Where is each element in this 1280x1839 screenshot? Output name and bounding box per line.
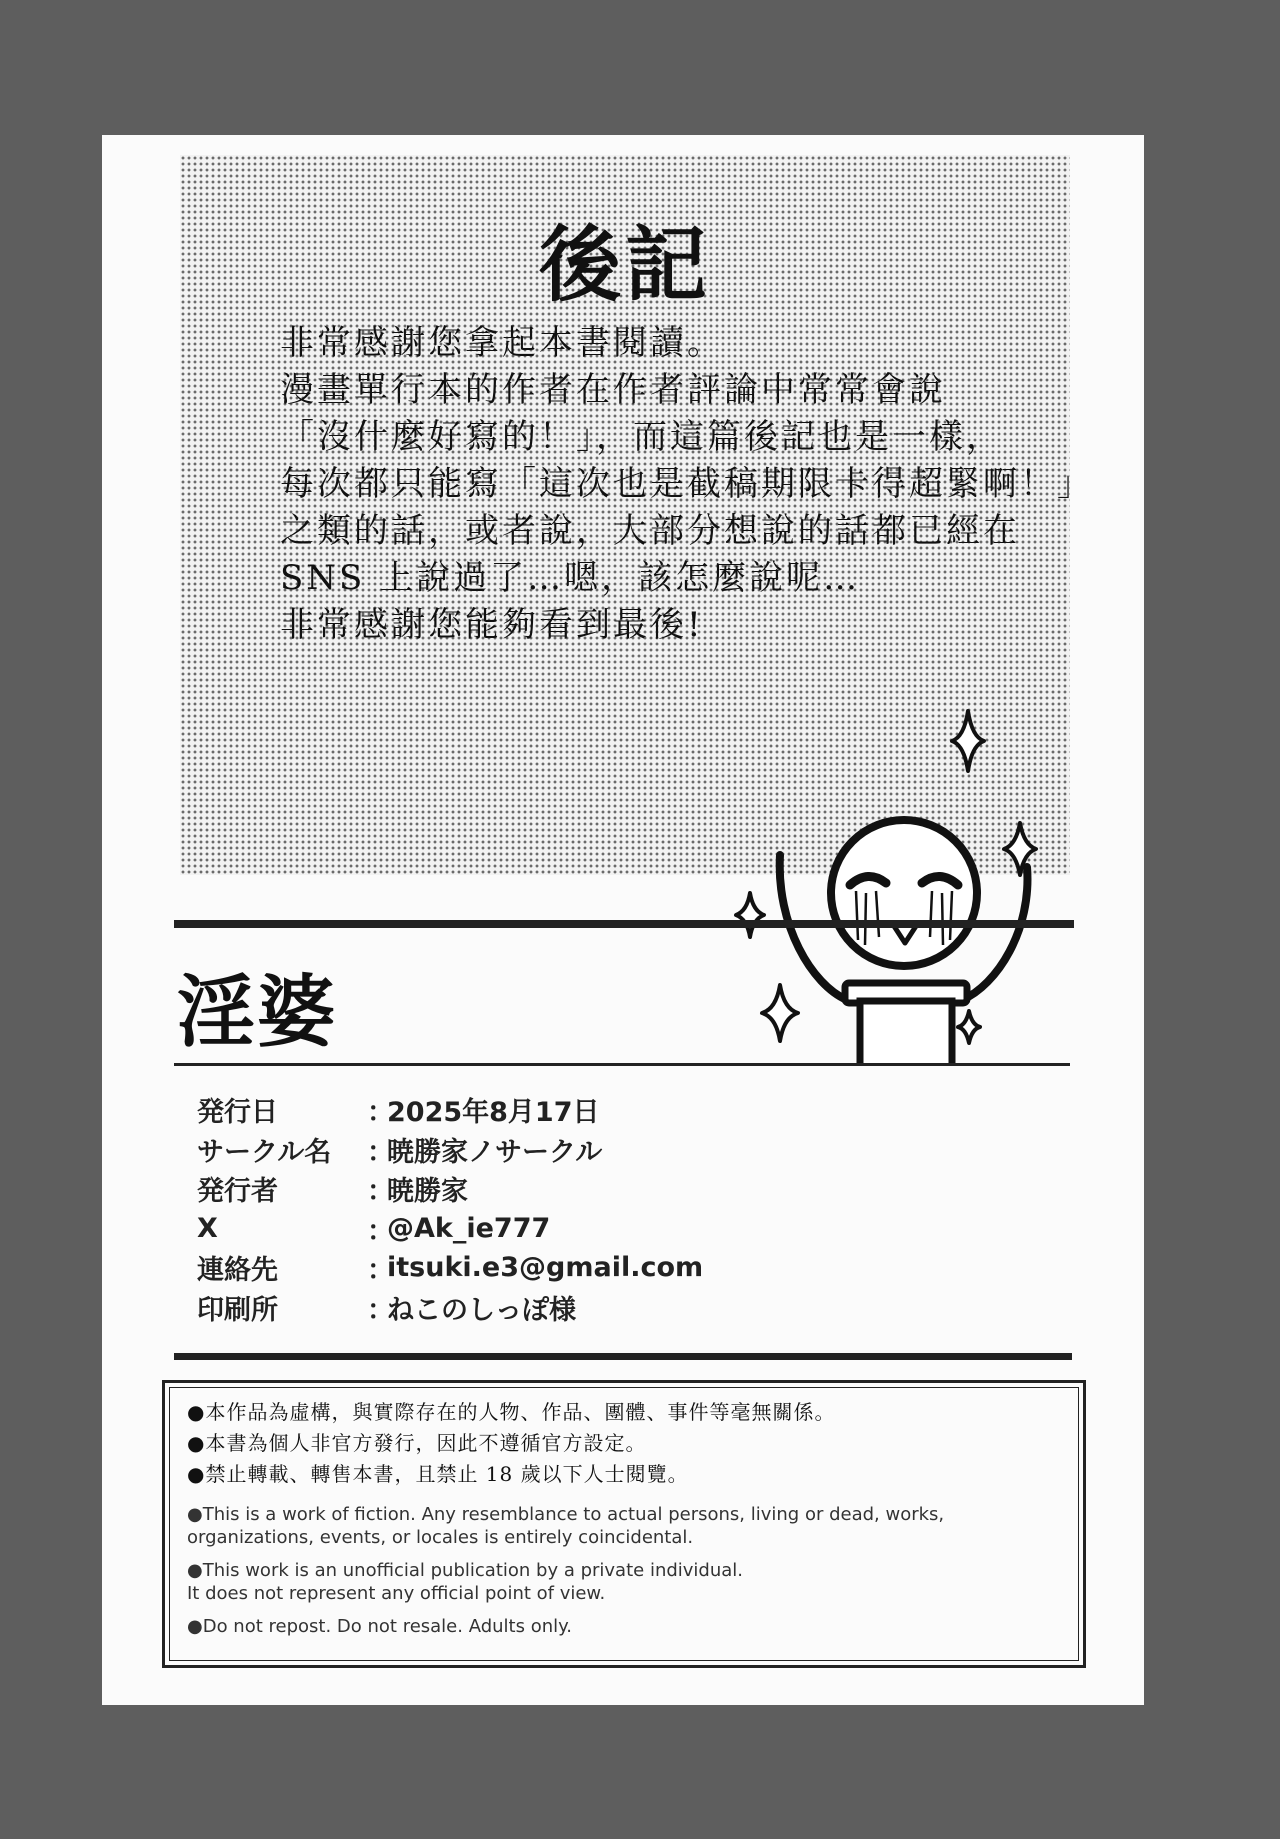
disclaimer-en-line: ●Do not repost. Do not resale. Adults only. xyxy=(187,1616,572,1637)
colophon-value: itsuki.e3@gmail.com xyxy=(387,1252,704,1284)
disclaimer-en-paragraph xyxy=(187,1559,944,1605)
colophon-key: サークル名 xyxy=(197,1136,332,1168)
disclaimer-en-line: organizations, events, or locales is entirely coincidental. xyxy=(187,1527,694,1548)
colophon-value: 2025年8月17日 xyxy=(387,1097,600,1129)
colophon-key: 発行者 xyxy=(197,1176,278,1208)
disclaimer-en-line: ●This is a work of fiction. Any resemblance to actual persons, living or dead, works, xyxy=(187,1504,945,1525)
book-page xyxy=(102,135,1144,1705)
disclaimer-en-paragraph xyxy=(187,1503,944,1549)
disclaimer-en-paragraph xyxy=(187,1615,944,1638)
colophon-separator: ： xyxy=(367,1176,394,1208)
disclaimer-en xyxy=(187,1503,944,1648)
colophon-table xyxy=(197,1090,703,1327)
colophon-row xyxy=(197,1090,703,1130)
afterword-line: 之類的話，或者說，大部分想說的話都已經在 xyxy=(280,511,1020,551)
colophon-row xyxy=(197,1209,703,1249)
colophon-key: 印刷所 xyxy=(197,1294,278,1326)
colophon-key: X xyxy=(197,1212,218,1244)
disclaimer-box xyxy=(162,1380,1086,1668)
disclaimer-zh xyxy=(187,1397,835,1490)
colophon-row xyxy=(197,1169,703,1209)
disclaimer-zh-line: ●本作品為虛構，與實際存在的人物、作品、團體、事件等毫無關係。 xyxy=(187,1400,836,1424)
afterword-title: 後記 xyxy=(538,217,711,313)
colophon-divider xyxy=(174,1353,1072,1360)
afterword-line: 非常感謝您能夠看到最後! xyxy=(280,605,704,645)
title-divider xyxy=(174,1063,1070,1066)
colophon-separator: ： xyxy=(367,1215,394,1247)
section-divider xyxy=(174,920,1074,928)
colophon-value: @Ak_ie777 xyxy=(387,1212,551,1244)
afterword-line: 「沒什麼好寫的！」，而這篇後記也是一樣， xyxy=(280,417,1003,457)
colophon-separator: ： xyxy=(367,1294,394,1326)
colophon-key: 連絡先 xyxy=(197,1255,278,1287)
colophon-value: ねこのしっぽ様 xyxy=(387,1294,576,1326)
colophon-row xyxy=(197,1288,703,1328)
afterword-line: 每次都只能寫「這次也是截稿期限卡得超緊啊！」 xyxy=(280,464,1094,504)
colophon-separator: ： xyxy=(367,1255,394,1287)
afterword-line: 非常感謝您拿起本書閱讀。 xyxy=(280,323,724,363)
disclaimer-en-line: ●This work is an unofficial publication by a private individual. xyxy=(187,1560,744,1581)
afterword-line: 漫畫單行本的作者在作者評論中常常會說 xyxy=(280,370,946,410)
colophon-value: 暁勝家ノサークル xyxy=(387,1136,603,1168)
work-title: 淫婆 xyxy=(177,967,338,1058)
disclaimer-en-line: It does not represent any official point of view. xyxy=(187,1583,606,1604)
colophon-key: 発行日 xyxy=(197,1097,278,1129)
colophon-row xyxy=(197,1130,703,1170)
colophon-separator: ： xyxy=(367,1097,394,1129)
disclaimer-zh-line: ●本書為個人非官方發行，因此不遵循官方設定。 xyxy=(187,1431,647,1455)
disclaimer-zh-line: ●禁止轉載、轉售本書，且禁止 18 歲以下人士閱覽。 xyxy=(187,1462,689,1486)
crying-character-illustration xyxy=(732,655,1082,1065)
colophon-separator: ： xyxy=(367,1136,394,1168)
afterword-line: SNS 上說過了…嗯，該怎麼說呢… xyxy=(280,558,861,598)
colophon-row xyxy=(197,1248,703,1288)
afterword-body xyxy=(280,320,1220,649)
colophon-value: 暁勝家 xyxy=(387,1176,468,1208)
